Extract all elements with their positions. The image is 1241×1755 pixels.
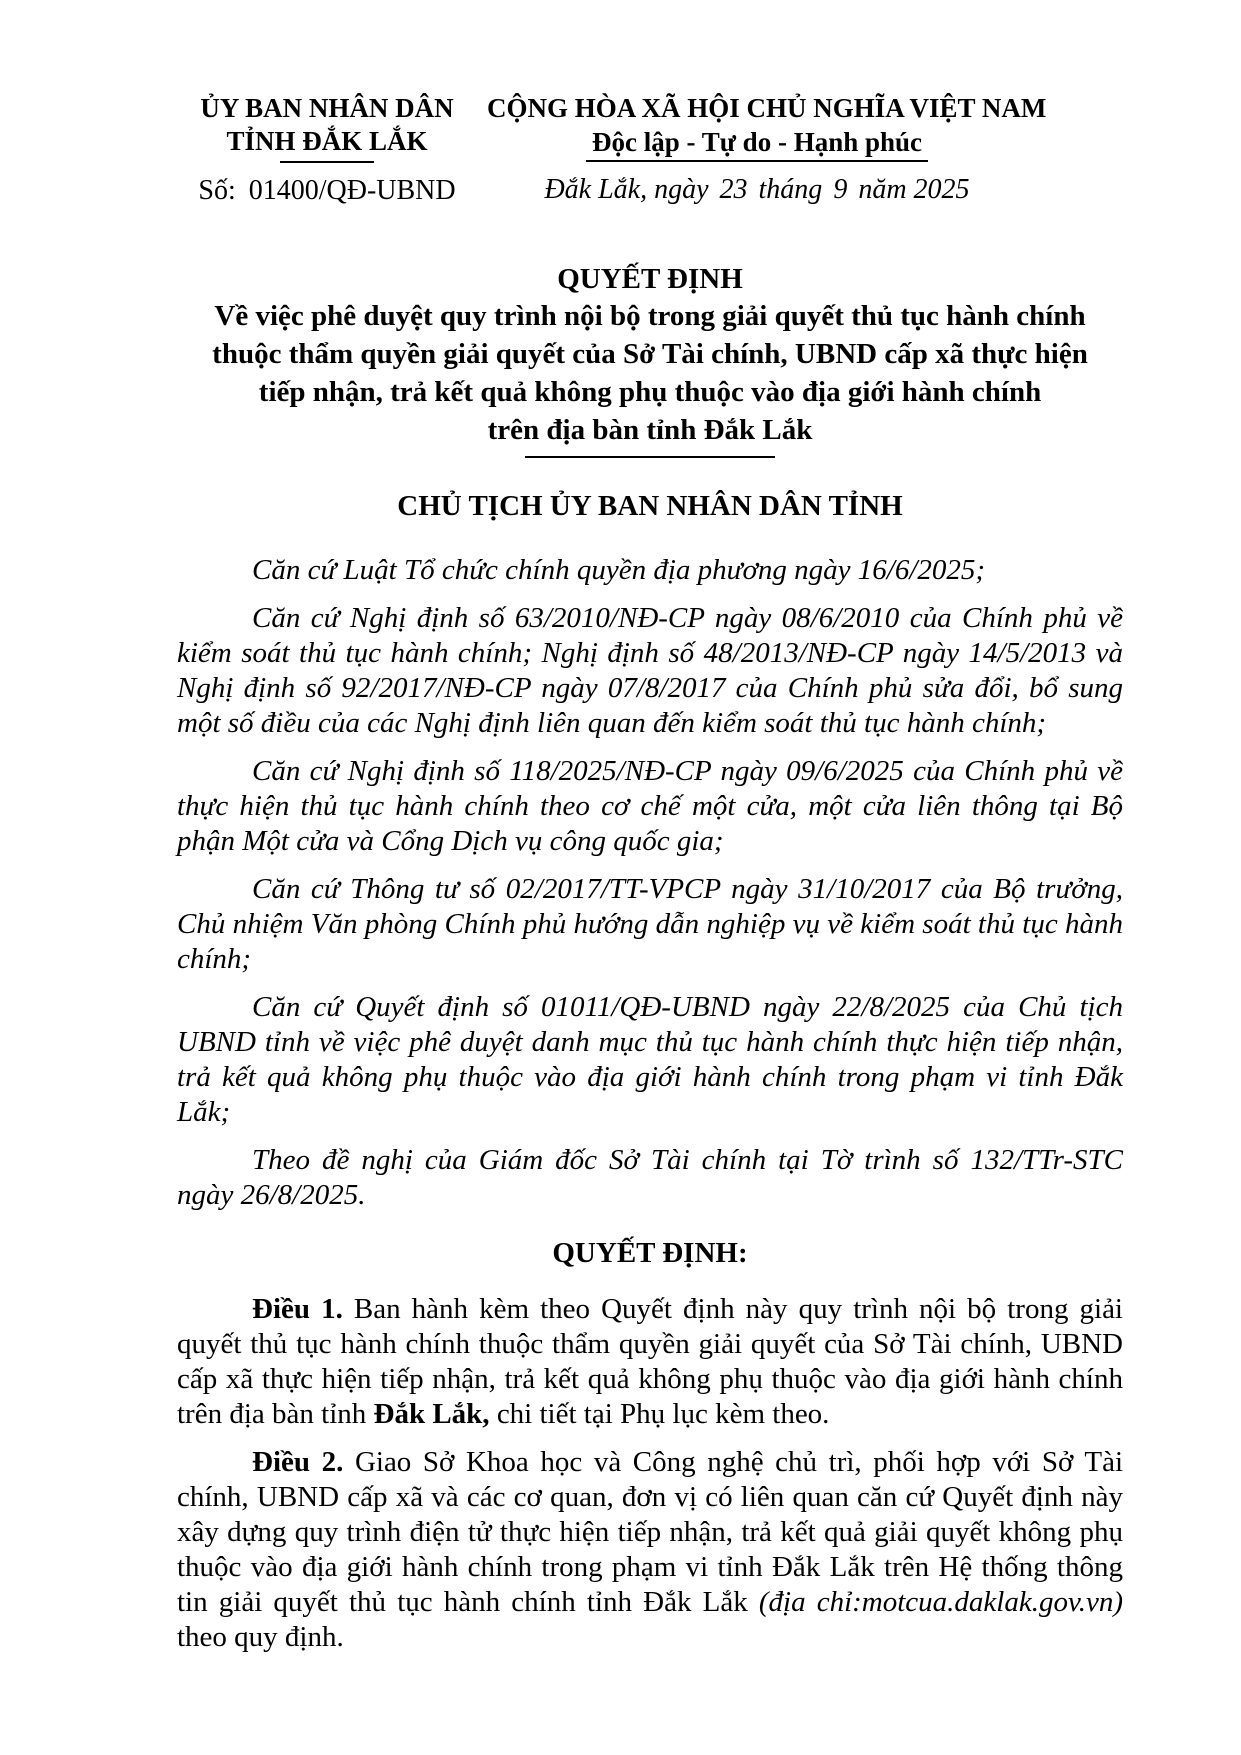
document-number-label: Số: (198, 175, 236, 206)
text-segment: theo quy định. (177, 1621, 344, 1653)
place-date-prefix: Đắk Lắk, ngày (544, 174, 709, 205)
text-segment: chi tiết tại Phụ lục kèm theo. (489, 1398, 830, 1430)
article-paragraph (177, 1292, 1123, 1432)
document-body (177, 553, 1123, 1655)
preamble-paragraph: Căn cứ Thông tư số 02/2017/TT-VPCP ngày 31/10/2017 của Bộ trưởng, Chủ nhiệm Văn phòng Chính phủ hướng dẫn nghiệp vụ về kiểm soát thủ tục hành chính; (177, 873, 1123, 975)
issuing-authority-line1: ỦY BAN NHÂN DÂN (200, 93, 454, 123)
national-motto-line2: Độc lập - Tự do - Hạnh phúc (586, 127, 928, 162)
decision-heading: QUYẾT ĐỊNH: (552, 1237, 748, 1269)
document-subtitle (177, 297, 1123, 449)
preamble-paragraph: Căn cứ Nghị định số 63/2010/NĐ-CP ngày 08/6/2010 của Chính phủ về kiểm soát thủ tục hành chính; Nghị định số 48/2013/NĐ-CP ngày 14/5/2013 và Nghị định số 92/2017/NĐ-CP ngày 07/8/2017 của Chính phủ sửa đổi, bổ sung một số điều của các Nghị định liên quan đến kiểm soát thủ tục hành chính; (177, 602, 1123, 739)
title-underline-rule (525, 456, 775, 458)
issuer-heading: CHỦ TỊCH ỦY BAN NHÂN DÂN TỈNH (397, 490, 903, 522)
authority-underline-rule (280, 161, 374, 163)
text-segment: Giao Sở Khoa học và Công nghệ chủ trì, phối hợp với Sở Tài chính, UBND cấp xã và các cơ quan, đơn vị có liên quan căn cứ Quyết định này xây dựng quy trình điện tử thực hiện tiếp nhận, trả kết quả giải quyết không phụ thuộc vào địa giới hành chính trong phạm vi tỉnh Đắk Lắk trên Hệ thống thông tin giải quyết thủ tục hành chính tỉnh Đắk Lắk (177, 1446, 1123, 1618)
date-month: 9 (833, 174, 848, 205)
subtitle-line: tiếp nhận, trả kết quả không phụ thuộc vào địa giới hành chính (258, 376, 1042, 408)
place-date-line (487, 174, 1027, 206)
document-number-line (177, 175, 477, 207)
issuing-authority-line2: TỈNH ĐẮK LẮK (226, 126, 428, 156)
issuing-authority-block (177, 92, 477, 207)
document-title: QUYẾT ĐỊNH (557, 263, 743, 295)
articles (177, 1292, 1123, 1655)
text-segment: Ban hành kèm theo Quyết định này quy trình nội bộ trong giải quyết thủ tục hành chính thuộc thẩm quyền giải quyết của Sở Tài chính, UBND cấp xã thực hiện tiếp nhận, trả kết quả không phụ thuộc vào địa giới hành chính trên địa bàn tỉnh (177, 1293, 1123, 1430)
date-year-words: năm 2025 (858, 174, 970, 205)
preamble-paragraph: Theo đề nghị của Giám đốc Sở Tài chính tại Tờ trình số 132/TTr-STC ngày 26/8/2025. (177, 1144, 1123, 1211)
preamble-paragraph: Căn cứ Nghị định số 118/2025/NĐ-CP ngày 09/6/2025 của Chính phủ về thực hiện thủ tục hành chính theo cơ chế một cửa, một cửa liên thông tại Bộ phận Một cửa và Cổng Dịch vụ công quốc gia; (177, 755, 1123, 857)
title-block (177, 261, 1123, 523)
article-paragraph (177, 1445, 1123, 1655)
text-segment: Điều 1. (252, 1293, 354, 1325)
subtitle-line: thuộc thẩm quyền giải quyết của Sở Tài chính, UBND cấp xã thực hiện (212, 338, 1088, 370)
national-motto-line1: CỘNG HÒA XÃ HỘI CHỦ NGHĨA VIỆT NAM (487, 93, 1047, 123)
preamble-paragraph: Căn cứ Quyết định số 01011/QĐ-UBND ngày 22/8/2025 của Chủ tịch UBND tỉnh về việc phê duyệt danh mục thủ tục hành chính thực hiện tiếp nhận, trả kết quả không phụ thuộc vào địa giới hành chính trong phạm vi tỉnh Đắk Lắk; (177, 991, 1123, 1128)
date-month-word: tháng (758, 174, 823, 205)
document-number-value: 01400/QĐ-UBND (248, 175, 456, 206)
subtitle-line: Về việc phê duyệt quy trình nội bộ trong giải quyết thủ tục hành chính (214, 300, 1086, 332)
text-segment: (địa chỉ:motcua.daklak.gov.vn) (758, 1586, 1123, 1618)
national-header-block (487, 92, 1047, 206)
document-header (177, 92, 1123, 207)
preamble-paragraph: Căn cứ Luật Tổ chức chính quyền địa phương ngày 16/6/2025; (252, 554, 986, 586)
subtitle-line: trên địa bàn tỉnh Đắk Lắk (487, 414, 813, 446)
text-segment: Đắk Lắk, (373, 1398, 490, 1430)
date-day: 23 (719, 174, 748, 205)
text-segment: Điều 2. (252, 1446, 355, 1478)
preamble (177, 553, 1123, 1213)
